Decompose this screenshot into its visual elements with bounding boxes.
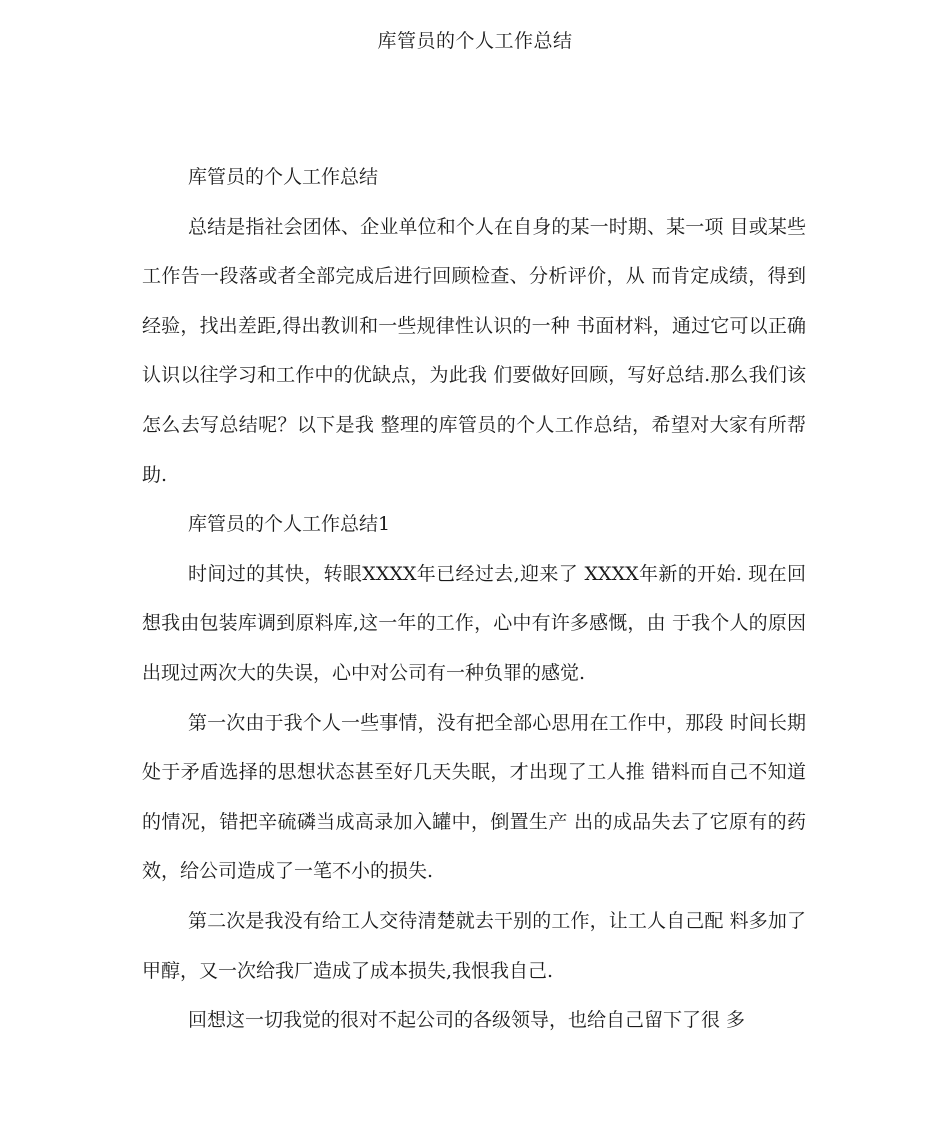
body-heading: 库管员的个人工作总结 xyxy=(188,166,379,188)
body-paragraph: 第二次是我没有给工人交待清楚就去干别的工作，让工人自己配 料多加了甲醇，又一次给我厂造成了成本损失,我恨我自己. xyxy=(142,909,806,982)
document-body xyxy=(142,153,806,1046)
section-heading: 库管员的个人工作总结1 xyxy=(188,513,391,536)
body-paragraph: 时间过的其快，转眼XXXX年已经过去,迎来了 XXXX年新的开始. 现在回想我由包装库调到原料库,这一年的工作，心中有许多感慨，由 于我个人的原因出现过两次大的失误，心中对公司有一种负罪的感觉. xyxy=(142,562,806,684)
page-header-title: 库管员的个人工作总结 xyxy=(377,30,573,52)
intro-paragraph: 总结是指社会团体、企业单位和个人在自身的某一时期、某一项 目或某些工作告一段落或者全部完成后进行回顾检查、分析评价，从 而肯定成绩，得到经验，找出差距,得出教训和一些规律性认识的一种 书面材料，通过它可以正确认识以往学习和工作中的优缺点，为此我 们要做好回顾，写好总结.那么我们该怎么去写总结呢？以下是我 整理的库管员的个人工作总结，希望对大家有所帮助. xyxy=(142,215,806,486)
body-paragraph: 回想这一切我觉的很对不起公司的各级领导，也给自己留下了很 多 xyxy=(188,1009,746,1032)
body-paragraph: 第一次由于我个人一些事情，没有把全部心思用在工作中，那段 时间长期处于矛盾选择的思想状态甚至好几天失眠，才出现了工人推 错料而自己不知道的情况，错把辛硫磷当成高录加入罐中，倒置生产 出的成品失去了它原有的药效，给公司造成了一笔不小的损失. xyxy=(142,711,806,883)
